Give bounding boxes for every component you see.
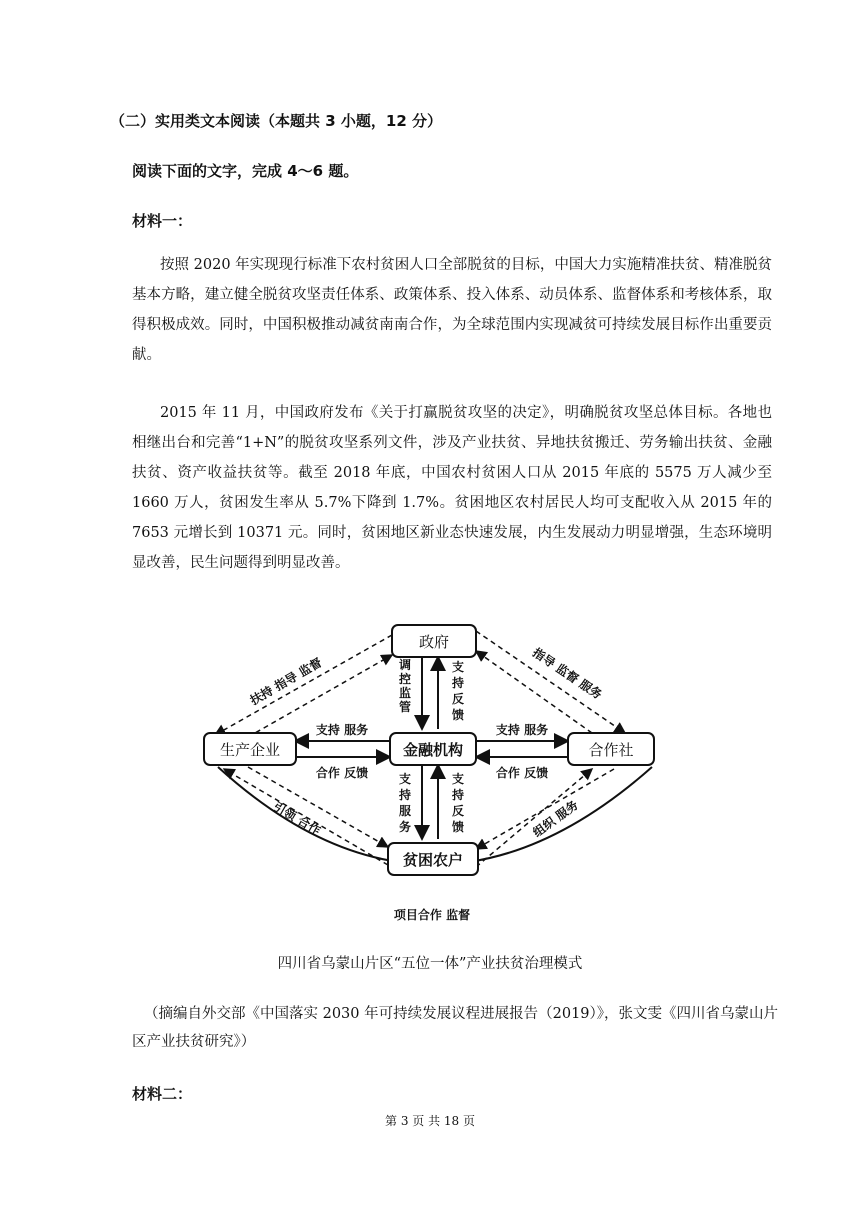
arrow-farmer-coop <box>476 769 592 867</box>
reading-instruction: 阅读下面的文字，完成 4～6 题。 <box>132 162 359 180</box>
label-fin-coop-bottom: 合作 反馈 <box>495 766 549 780</box>
arrow-gov-coop <box>476 631 625 733</box>
material1-paragraph-2: 2015 年 11 月，中国政府发布《关于打赢脱贫攻坚的决定》，明确脱贫攻坚总体目标。各地也相继出台和完善“1+N”的脱贫攻坚系列文件，涉及产业扶贫、异地扶贫搬迁、劳务输出扶贫、金融扶贫、资产收益扶贫等。截至 2018 年底，中国农村贫困人口从 2015 年底的 5575 万人减少至 1660 万人，贫困发生率从 5.7%下降到 1.7%。贫困地区农村居民人均可支配收入从 2015 年的 7653 元增长到 10371 元。同时，贫困地区新业态快速发展，内生发展动力明显增强，生态环境明显改善，民生问题得到明显改善。 <box>132 405 772 571</box>
svg-text:生产企业: 生产企业 <box>219 741 281 759</box>
label-gov-down <box>398 657 411 714</box>
svg-text:合作社: 合作社 <box>588 741 634 759</box>
label-fin-ent-top: 支持 服务 <box>315 723 369 737</box>
label-coop-farmer: 组织 服务 <box>530 797 581 840</box>
svg-text:贫困农户: 贫困农户 <box>402 851 464 869</box>
label-fin-ent-bottom: 合作 反馈 <box>315 766 369 780</box>
material2-label: 材料二： <box>132 1085 193 1103</box>
node-enterprise <box>204 733 296 765</box>
svg-text:调控监管: 调控监管 <box>398 658 412 714</box>
label-bottom-arc: 项目合作 监督 <box>393 908 471 922</box>
label-ent-farmer: 引领 合作 <box>270 799 324 838</box>
node-finance <box>390 733 476 765</box>
label-gov-up <box>451 659 464 722</box>
label-fin-farmer-right <box>451 771 464 834</box>
poverty-governance-diagram <box>200 617 670 932</box>
material1-paragraph-1: 按照 2020 年实现现行标准下农村贫困人口全部脱贫的目标，中国大力实施精准扶贫、精准脱贫基本方略，建立健全脱贫攻坚责任体系、政策体系、投入体系、动员体系、监督体系和考核体系，取得积极成效。同时，中国积极推动减贫南南合作，为全球范围内实现减贫可持续发展目标作出重要贡献。 <box>132 257 772 363</box>
svg-text:支持服务: 支持服务 <box>398 772 412 834</box>
node-coop <box>568 733 654 765</box>
node-gov <box>392 625 476 657</box>
arrow-gov-enterprise <box>215 635 392 735</box>
svg-text:支持反馈: 支持反馈 <box>451 772 465 834</box>
arrow-coop-gov <box>476 651 592 733</box>
label-gov-enterprise: 扶持 指导 监督 <box>247 655 325 708</box>
label-fin-coop-top: 支持 服务 <box>495 723 549 737</box>
svg-text:金融机构: 金融机构 <box>402 741 464 759</box>
page-footer: 第 3 页 共 18 页 <box>385 1114 475 1128</box>
label-gov-coop: 指导 监督 服务 <box>530 645 605 702</box>
source-citation: （摘编自外交部《中国落实 2030 年可持续发展议程进展报告（2019）》，张文雯《四川省乌蒙山片区产业扶贫研究》） <box>132 1006 779 1050</box>
node-farmer <box>388 843 478 875</box>
diagram-caption: 四川省乌蒙山片区“五位一体”产业扶贫治理模式 <box>277 956 583 972</box>
label-fin-farmer-left <box>398 771 412 834</box>
svg-text:支持反馈: 支持反馈 <box>451 660 465 722</box>
section-title: （二）实用类文本阅读（本题共 3 小题，12 分） <box>110 112 442 130</box>
material1-label: 材料一： <box>132 212 193 230</box>
svg-text:政府: 政府 <box>418 633 450 651</box>
